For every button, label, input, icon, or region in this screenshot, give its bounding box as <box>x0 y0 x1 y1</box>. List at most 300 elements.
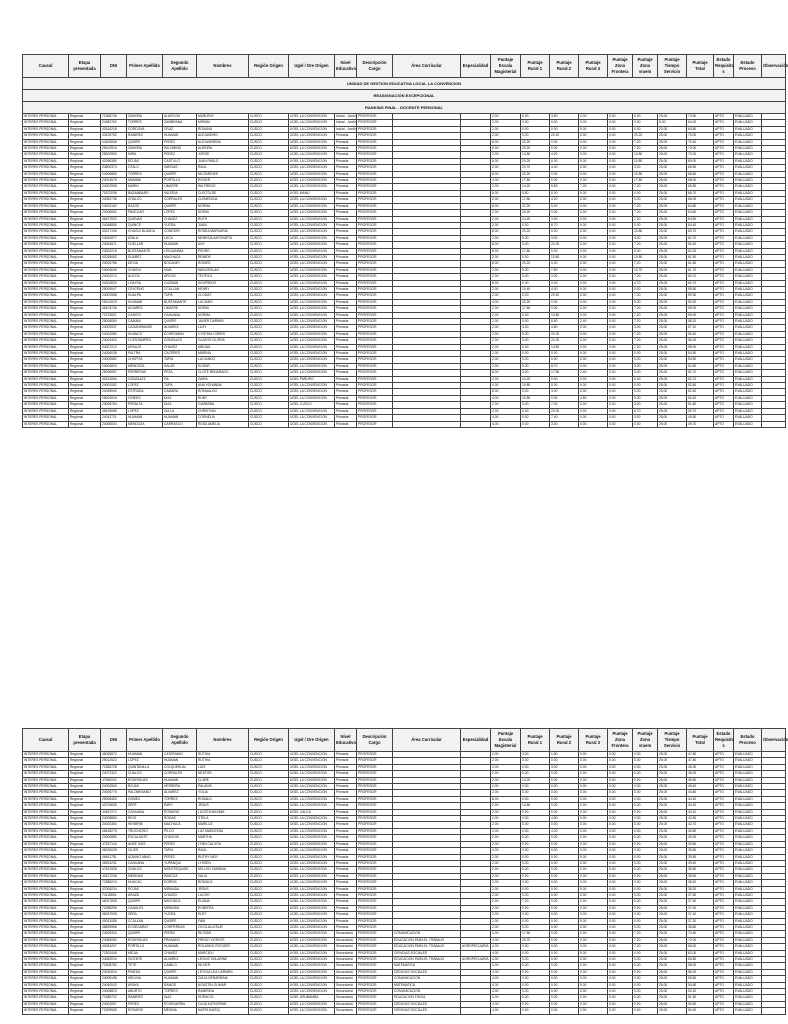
table-cell: PROFESOR <box>357 165 393 171</box>
table-cell: PROFESOR <box>357 816 393 822</box>
table-cell: 0.00 <box>521 338 550 344</box>
table-cell: Regional <box>69 796 101 802</box>
table-cell: 4.00 <box>491 1008 521 1014</box>
table-cell: 72370821 <box>101 312 127 318</box>
table-cell: 24004803 <box>101 363 127 369</box>
table-cell: 20.20 <box>521 158 550 164</box>
table-cell: QUINTANILLA <box>127 764 163 770</box>
table-cell: 0.00 <box>550 860 579 866</box>
table-cell: 65.80 <box>687 184 714 190</box>
table-cell: 50.70 <box>687 408 714 414</box>
table-cell: PROFESOR <box>357 790 393 796</box>
column-header: Puntaje Escala Magisterial <box>491 55 521 78</box>
table-cell: 3.00 <box>550 274 579 280</box>
table-cell: CENTENO <box>127 286 163 292</box>
table-cell: 0.00 <box>521 867 550 873</box>
table-cell: 25012916 <box>101 146 127 152</box>
table-cell: 0.00 <box>550 171 579 177</box>
table-cell: QUENAS <box>127 216 163 222</box>
table-cell: 24007212 <box>101 344 127 350</box>
table-cell: EDUCACION FISICA <box>393 995 461 1001</box>
table-cell: INTERES PERSONAL <box>23 816 69 822</box>
table-cell: CUSCO <box>249 1008 289 1014</box>
table-cell: 66.00 <box>687 944 714 950</box>
table-cell: APTO <box>714 784 734 790</box>
table-cell: CUSCO <box>249 758 289 764</box>
table-cell: 2.00 <box>491 822 521 828</box>
table-cell: PROFESOR <box>357 331 393 337</box>
table-cell: MEJIA <box>127 950 163 956</box>
table-cell: UGEL LA CONVENCION <box>289 982 335 988</box>
column-header: Causal <box>23 729 69 752</box>
table-cell: EVALUADO <box>734 383 762 389</box>
table-cell: JAVIER DARWIN <box>197 319 249 325</box>
table-cell: YUPANQUI <box>163 860 197 866</box>
table-cell: RAUL <box>197 848 249 854</box>
table-cell: 10.80 <box>633 229 658 235</box>
table-cell: Regional <box>69 1008 101 1014</box>
table-cell: 0.00 <box>608 248 633 254</box>
table-cell: 0.00 <box>579 982 608 988</box>
table-cell: Regional <box>69 809 101 815</box>
table-cell: CUSCO <box>249 184 289 190</box>
table-cell: TUPA <box>163 293 197 299</box>
table-cell: 7.20 <box>521 899 550 905</box>
table-cell: UGEL LA CONVENCION <box>289 171 335 177</box>
table-cell: CUSCO <box>249 216 289 222</box>
table-cell: CHAVEZ <box>163 216 197 222</box>
table-cell: 24000582 <box>101 357 127 363</box>
table-cell: Primaria <box>335 184 357 190</box>
table-cell: 0.00 <box>633 854 658 860</box>
table-cell: 0.00 <box>608 286 633 292</box>
table-cell: 0.00 <box>579 918 608 924</box>
table-cell: 0.00 <box>608 363 633 369</box>
table-cell: 46461751 <box>101 854 127 860</box>
column-header: Estado Requisito s <box>714 729 734 752</box>
table-cell: 25.00 <box>658 969 687 975</box>
table-cell: 24002908 <box>101 184 127 190</box>
table-cell: 74118804 <box>101 892 127 898</box>
table-cell: 25.00 <box>658 389 687 395</box>
table-cell: 20.20 <box>550 338 579 344</box>
table-cell: ELIANA <box>197 899 249 905</box>
table-cell: Primaria <box>335 165 357 171</box>
table-cell: APTO <box>714 158 734 164</box>
table-cell: 0.00 <box>608 203 633 209</box>
table-cell: RODAS <box>163 816 197 822</box>
table-cell: MACHACA <box>163 899 197 905</box>
table-cell: 3.00 <box>550 216 579 222</box>
table-cell: 0.00 <box>579 274 608 280</box>
table-cell: ROGER <box>197 178 249 184</box>
table-cell: 0.00 <box>579 254 608 260</box>
table-cell: 72385213 <box>101 880 127 886</box>
table-cell: 2.00 <box>491 120 521 126</box>
table-cell: 0.00 <box>550 126 579 132</box>
table-cell: CUSCO <box>249 114 289 120</box>
table-cell: 25.00 <box>658 803 687 809</box>
table-cell: PROFESOR <box>357 216 393 222</box>
table-cell: 0.00 <box>608 165 633 171</box>
table-cell: 0.00 <box>550 912 579 918</box>
table-cell: INTERES PERSONAL <box>23 415 69 421</box>
table-cell: Regional <box>69 261 101 267</box>
table-cell: EVALUADO <box>734 395 762 401</box>
table-cell: PROFESOR <box>357 325 393 331</box>
table-cell: INTERES PERSONAL <box>23 184 69 190</box>
table-cell: HUAMAN <box>163 242 197 248</box>
table-cell: 0.00 <box>608 376 633 382</box>
table-cell: UGEL MANU <box>289 190 335 196</box>
table-cell: PROFESOR <box>357 841 393 847</box>
table-cell: CCENTAMPEN <box>127 338 163 344</box>
table-cell: CUSCO <box>249 370 289 376</box>
table-cell: PROFESOR <box>357 963 393 969</box>
table-cell: 0.00 <box>521 222 550 228</box>
table-cell: 0.00 <box>550 1001 579 1007</box>
table-cell: UGEL LA CONVENCION <box>289 796 335 802</box>
table-cell: 0.00 <box>579 848 608 854</box>
table-cell: NEMESIA ANTONIETA <box>197 235 249 241</box>
column-header: Puntaje Total <box>687 55 714 78</box>
table-cell: PERALTA <box>127 402 163 408</box>
table-cell: APTO <box>714 222 734 228</box>
table-cell: EVALUADO <box>734 216 762 222</box>
table-cell: 4.00 <box>491 957 521 963</box>
table-cell: 0.00 <box>550 777 579 783</box>
table-cell: 2.00 <box>491 344 521 350</box>
table-cell: YUCRA <box>163 912 197 918</box>
table-cell: 72368746 <box>101 114 127 120</box>
table-cell: 0.00 <box>550 158 579 164</box>
table-cell: 0.00 <box>633 114 658 120</box>
table-cell: 39.40 <box>687 860 714 866</box>
table-cell: CAGANIRANGE <box>127 325 163 331</box>
table-cell: UGEL CALCA <box>289 809 335 815</box>
table-cell: MIRIAM <box>197 120 249 126</box>
table-cell: 0.00 <box>608 325 633 331</box>
table-cell: HWA <box>163 267 197 273</box>
table-cell: 0.00 <box>579 389 608 395</box>
table-cell: 20.20 <box>521 139 550 145</box>
table-cell: LUCA <box>163 235 197 241</box>
table-cell: 24002182 <box>101 203 127 209</box>
table-cell: 24045545 <box>101 389 127 395</box>
table-cell: INTERES PERSONAL <box>23 261 69 267</box>
table-cell: Regional <box>69 969 101 975</box>
table-cell: EVALUADO <box>734 816 762 822</box>
table-cell: Secundaria <box>335 1008 357 1014</box>
table-cell: 0.00 <box>579 963 608 969</box>
table-cell: PARY <box>163 803 197 809</box>
table-cell: UGEL LA CONVENCION <box>289 319 335 325</box>
table-cell: 0.00 <box>521 133 550 139</box>
table-cell: CUSCO <box>249 982 289 988</box>
table-cell: 0.00 <box>579 222 608 228</box>
table-cell: EDUCACION PARA EL TRABAJO <box>393 944 461 950</box>
table-cell: 0.00 <box>633 982 658 988</box>
column-header: Ugel / Dre Origen <box>289 729 335 752</box>
table-cell: 68.80 <box>687 165 714 171</box>
table-cell: APTO <box>714 319 734 325</box>
table-cell: PROFESOR <box>357 803 393 809</box>
table-cell: ZULLA <box>163 408 197 414</box>
table-cell: CUSCO <box>249 274 289 280</box>
table-cell: MAMANI <box>127 178 163 184</box>
table-cell: PINEDA <box>127 969 163 975</box>
table-cell: ABIGAIL <box>197 344 249 350</box>
table-cell: APTO <box>714 937 734 943</box>
table-cell: CUSCO <box>249 790 289 796</box>
table-cell: Inicial - Jardín <box>336 126 357 131</box>
table-cell: CUSCO <box>249 254 289 260</box>
table-cell: Regional <box>69 306 101 312</box>
table-cell: PANCCA <box>163 873 197 879</box>
table-cell: 0.00 <box>550 383 579 389</box>
table-cell: 2.00 <box>491 905 521 911</box>
table-cell: HUAMAN <box>163 976 197 982</box>
table-cell: CANCIO <box>127 312 163 318</box>
table-cell: EVALUADO <box>734 957 762 963</box>
table-cell: 17.80 <box>521 306 550 312</box>
table-cell: 0.00 <box>608 803 633 809</box>
table-cell: 0.00 <box>579 835 608 841</box>
table-cell: 25.00 <box>658 924 687 930</box>
table-cell: Primaria <box>335 389 357 395</box>
table-cell: PROFESOR <box>357 152 393 158</box>
table-cell: OVIEDO <box>127 395 163 401</box>
table-cell: Regional <box>69 1001 101 1007</box>
table-cell: 0.00 <box>579 299 608 305</box>
table-cell: APTO <box>714 982 734 988</box>
table-cell: 6.70 <box>633 408 658 414</box>
table-cell: 0.00 <box>550 395 579 401</box>
table-cell: WENCESLAO <box>197 267 249 273</box>
table-cell: Primaria <box>335 363 357 369</box>
table-cell: PROFESOR <box>357 796 393 802</box>
table-cell: 0.00 <box>521 905 550 911</box>
table-cell: 4.00 <box>491 944 521 950</box>
table-cell: EVALUADO <box>734 1008 762 1014</box>
column-header: Puntaje Rural 2 <box>550 55 579 78</box>
table-cell: Regional <box>69 752 101 758</box>
table-cell: CHALCO <box>127 197 163 203</box>
table-cell: ARAZA <box>127 892 163 898</box>
table-cell: Regional <box>69 835 101 841</box>
table-cell: ROSARIO <box>127 1008 163 1014</box>
table-cell: SIGIFREDO <box>197 280 249 286</box>
table-cell: Primaria <box>335 408 357 414</box>
table-cell: INTERES PERSONAL <box>23 248 69 254</box>
table-cell: ROBERTA <box>197 905 249 911</box>
table-cell: 64.50 <box>687 216 714 222</box>
table-cell: APTO <box>714 133 734 139</box>
table-cell: 0.00 <box>521 848 550 854</box>
table-cell: Primaria <box>335 892 357 898</box>
table-cell: COMUNICACION <box>393 989 461 995</box>
table-cell: 65.00 <box>687 197 714 203</box>
table-cell: PROFESOR <box>357 319 393 325</box>
table-cell: 58.00 <box>687 963 714 969</box>
table-cell: PROFESOR <box>357 860 393 866</box>
column-header: Puntaje Zona Frontera <box>608 729 633 752</box>
table-cell: 37.80 <box>687 892 714 898</box>
table-cell: 0.00 <box>550 190 579 196</box>
table-cell: Primaria <box>335 357 357 363</box>
table-cell: CUSCO <box>249 963 289 969</box>
table-cell: CIENCIAS SOCIALES <box>393 1001 461 1007</box>
table-cell: 2.00 <box>491 197 521 203</box>
table-cell: 0.00 <box>550 854 579 860</box>
table-cell: 25.00 <box>658 912 687 918</box>
table-cell: UGEL LA CONVENCION <box>289 854 335 860</box>
table-cell: RUBY <box>197 395 249 401</box>
table-cell: GIL <box>163 376 197 382</box>
table-cell: PROFESOR <box>357 178 393 184</box>
table-cell: 64.00 <box>687 120 714 126</box>
table-cell: 6.00 <box>521 114 550 120</box>
table-cell: APTO <box>714 261 734 267</box>
table-cell: RIOS <box>127 816 163 822</box>
table-cell: EVALUADO <box>734 126 762 132</box>
table-cell: HUANCO <box>127 331 163 337</box>
table-cell: UGEL LA CONVENCION <box>289 764 335 770</box>
table-cell: 0.00 <box>608 771 633 777</box>
table-cell: EVALUADO <box>734 280 762 286</box>
table-cell: CUSCO <box>249 886 289 892</box>
table-cell: APTO <box>714 912 734 918</box>
table-cell: PROFESOR <box>357 280 393 286</box>
table-cell: 0.00 <box>608 184 633 190</box>
table-cell: AYALA <box>127 235 163 241</box>
table-cell: UGEL LA CONVENCION <box>289 293 335 299</box>
table-cell: CUSCO <box>249 267 289 273</box>
table-cell: VICENTE <box>127 957 163 963</box>
table-cell: APTO <box>714 171 734 177</box>
table-cell: 0.00 <box>608 816 633 822</box>
table-cell: 0.00 <box>579 402 608 408</box>
table-cell: 0.00 <box>579 248 608 254</box>
table-cell: 4.00 <box>491 178 521 184</box>
table-cell: 0.00 <box>521 771 550 777</box>
table-cell: INTERES PERSONAL <box>23 370 69 376</box>
table-cell: UGEL LA CONVENCION <box>289 133 335 139</box>
table-cell: CUSCO <box>249 171 289 177</box>
table-cell: 25.00 <box>658 325 687 331</box>
table-cell: 0.00 <box>550 299 579 305</box>
table-cell: UGEL LA CONVENCION <box>289 286 335 292</box>
table-cell: 20.20 <box>550 331 579 337</box>
table-cell: 8.00 <box>491 158 521 164</box>
table-cell: 0.00 <box>633 286 658 292</box>
table-cell: CUSCO <box>249 293 289 299</box>
table-cell: UGEL URUBAMBA <box>289 995 335 1001</box>
table-cell: ALEJANDRO <box>197 133 249 139</box>
table-cell: INTERES PERSONAL <box>23 860 69 866</box>
table-cell: 64.60 <box>687 210 714 216</box>
table-cell: CORRALES <box>163 197 197 203</box>
table-cell: 2.00 <box>491 918 521 924</box>
table-cell: 0.00 <box>579 937 608 943</box>
table-cell: 0.00 <box>579 203 608 209</box>
table-cell: 25.00 <box>658 338 687 344</box>
table-cell: COLQUEHUAI <box>163 764 197 770</box>
table-cell: ROSEA MARGARIA <box>197 229 249 235</box>
table-cell: 0.00 <box>579 764 608 770</box>
table-cell: 0.00 <box>608 197 633 203</box>
column-header: Observación <box>762 729 786 752</box>
table-cell: 46025028 <box>101 848 127 854</box>
table-cell: CAMARA <box>163 389 197 395</box>
table-cell: Regional <box>69 415 101 421</box>
table-cell: AGROPECUARIA <box>462 957 489 961</box>
table-cell: 10.80 <box>550 312 579 318</box>
table-cell: CUSCO <box>249 319 289 325</box>
table-cell: 0.00 <box>579 139 608 145</box>
table-cell: 3.00 <box>633 402 658 408</box>
table-cell: INTERES PERSONAL <box>23 190 69 196</box>
table-cell: 25.00 <box>658 299 687 305</box>
table-cell: 0.00 <box>608 976 633 982</box>
table-cell: PEREZ <box>163 854 197 860</box>
table-cell: Regional <box>69 950 101 956</box>
table-cell: APTO <box>714 777 734 783</box>
table-cell: 4.00 <box>491 982 521 988</box>
table-cell: 25.00 <box>658 146 687 152</box>
table-cell: 2.00 <box>491 886 521 892</box>
table-cell: 2.00 <box>491 376 521 382</box>
table-cell: APTO <box>714 216 734 222</box>
table-cell: 25.00 <box>658 421 687 427</box>
table-cell: 45.80 <box>687 777 714 783</box>
table-cell: INTERES PERSONAL <box>23 764 69 770</box>
table-cell: INTERES PERSONAL <box>23 331 69 337</box>
table-cell: INTERES PERSONAL <box>23 210 69 216</box>
table-cell: CHAGUI <box>127 267 163 273</box>
table-cell: 24052738 <box>101 197 127 203</box>
table-cell: INTERES PERSONAL <box>23 880 69 886</box>
table-cell: 0.00 <box>633 421 658 427</box>
table-cell: 25.00 <box>658 274 687 280</box>
table-cell: 0.00 <box>608 126 633 132</box>
table-cell: 0.00 <box>579 976 608 982</box>
table-cell: 0.00 <box>633 222 658 228</box>
table-cell: INTERES PERSONAL <box>23 389 69 395</box>
column-header: Puntaje Rural 2 <box>550 729 579 752</box>
table-cell: 0.00 <box>550 120 579 126</box>
table-cell: 0.00 <box>579 752 608 758</box>
table-cell: CUSCO <box>249 784 289 790</box>
table-cell: HIELINA <box>127 976 163 982</box>
table-cell: 0.00 <box>579 165 608 171</box>
table-cell: PROFESOR <box>357 886 393 892</box>
table-cell: DIAZ <box>163 395 197 401</box>
table-cell: 38.60 <box>687 873 714 879</box>
table-cell: 2.00 <box>491 363 521 369</box>
table-cell: 0.00 <box>550 796 579 802</box>
table-cell: 0.00 <box>579 178 608 184</box>
table-cell: 0.00 <box>608 886 633 892</box>
table-cell: 4.00 <box>491 299 521 305</box>
table-cell: ESCALANTE <box>127 835 163 841</box>
table-cell: UGEL LA CONVENCION <box>289 261 335 267</box>
table-cell: Regional <box>69 841 101 847</box>
table-cell: 25.00 <box>658 261 687 267</box>
table-cell: OLGA KATHERINE <box>197 1001 249 1007</box>
table-cell: 0.00 <box>579 989 608 995</box>
table-cell: CUSCO <box>249 338 289 344</box>
